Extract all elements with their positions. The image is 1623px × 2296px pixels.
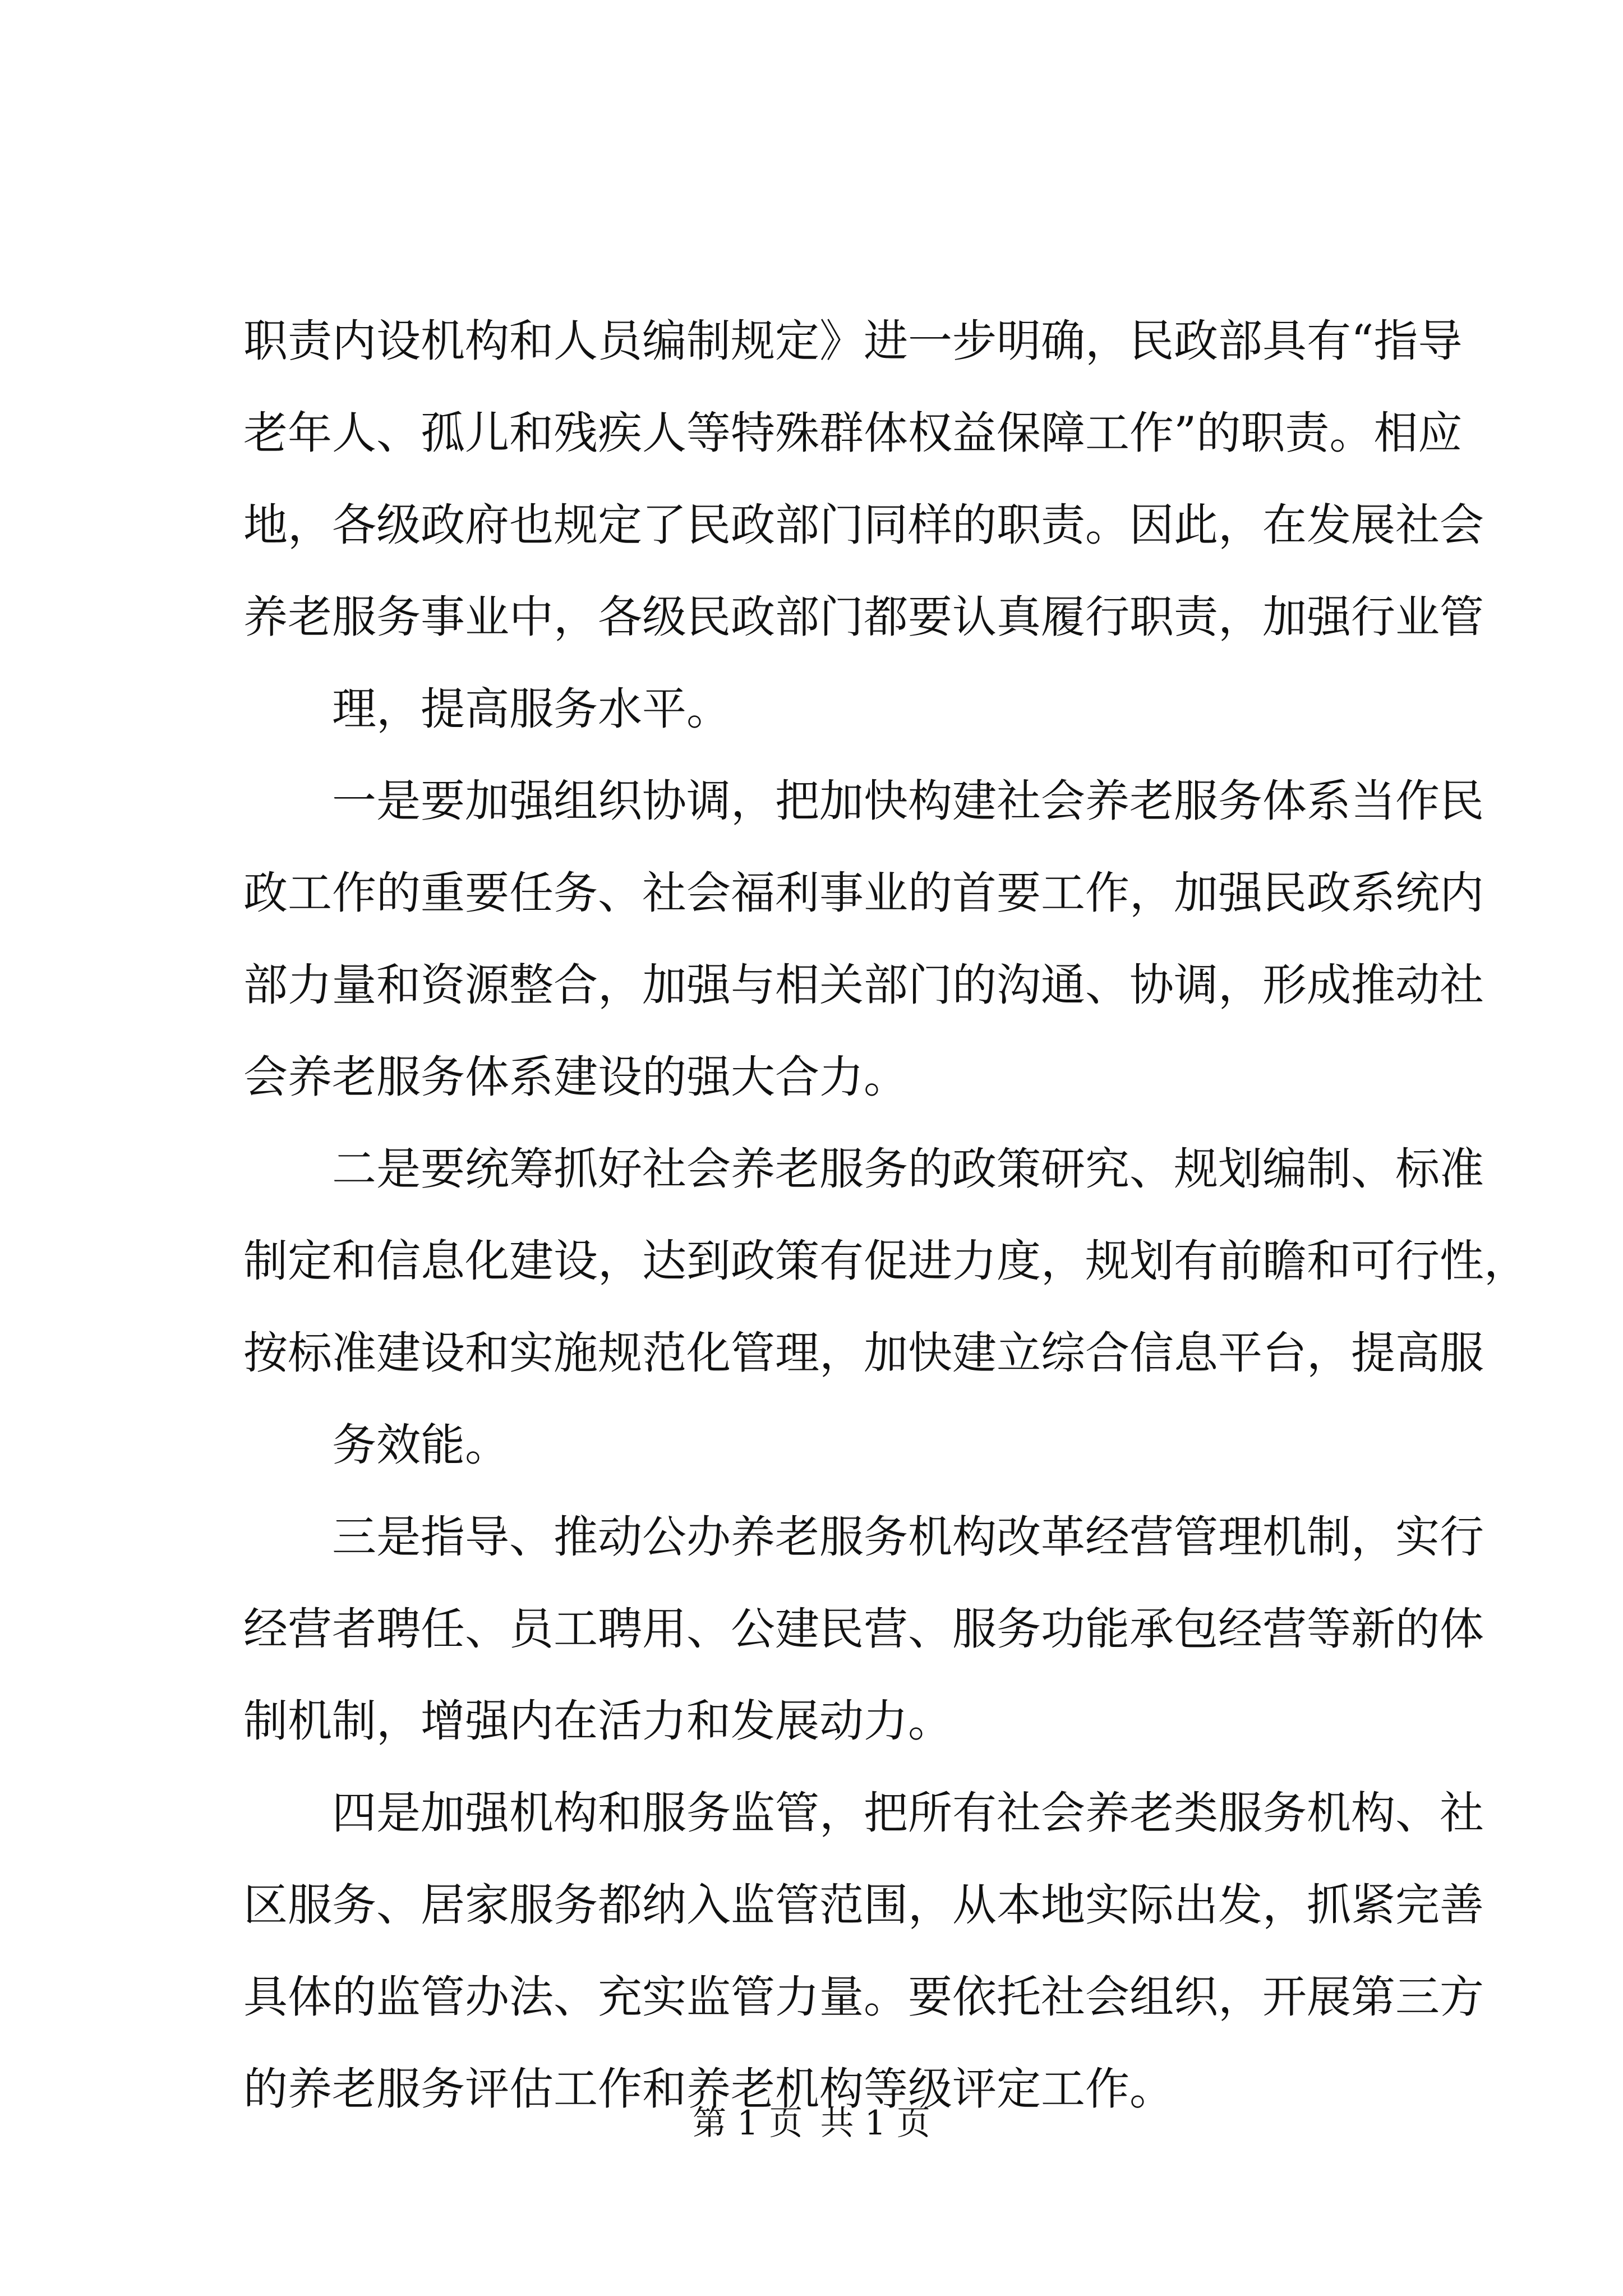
document-body <box>243 295 1528 2135</box>
text-line: 务效能。 <box>332 1419 509 1471</box>
text-line: 四是加强机构和服务监管，把所有社会养老类服务机构、社 <box>332 1787 1484 1839</box>
text-line: 老年人、孤儿和残疾人等特殊群体权益保障工作”的职责。相应 <box>243 407 1463 459</box>
page-total: 共 1 页 <box>820 2104 930 2143</box>
page-footer <box>0 2101 1623 2146</box>
text-line: 地，各级政府也规定了民政部门同样的职责。因此，在发展社会 <box>243 499 1484 551</box>
text-line: 会养老服务体系建设的强大合力。 <box>243 1051 908 1103</box>
text-line: 三是指导、推动公办养老服务机构改革经营管理机制，实行 <box>332 1511 1484 1563</box>
text-line: 具体的监管办法、充实监管力量。要依托社会组织，开展第三方 <box>243 1971 1484 2023</box>
text-line: 经营者聘任、员工聘用、公建民营、服务功能承包经营等新的体 <box>243 1603 1484 1655</box>
text-line: 制定和信息化建设，达到政策有促进力度，规划有前瞻和可行性， <box>243 1235 1528 1287</box>
text-line: 区服务、居家服务都纳入监管范围，从本地实际出发，抓紧完善 <box>243 1879 1484 1931</box>
text-line: 养老服务事业中，各级民政部门都要认真履行职责，加强行业管 <box>243 591 1484 643</box>
page-number: 第 1 页 <box>693 2104 803 2143</box>
text-line: 的养老服务评估工作和养老机构等级评定工作。 <box>243 2063 1174 2115</box>
text-line: 一是要加强组织协调，把加快构建社会养老服务体系当作民 <box>332 775 1484 827</box>
text-line: 制机制，增强内在活力和发展动力。 <box>243 1695 952 1747</box>
text-line: 理，提高服务水平。 <box>332 683 731 735</box>
text-line: 职责内设机构和人员编制规定》进一步明确，民政部具有“指导 <box>243 315 1463 367</box>
text-line: 政工作的重要任务、社会福利事业的首要工作，加强民政系统内 <box>243 867 1484 919</box>
text-line: 部力量和资源整合，加强与相关部门的沟通、协调，形成推动社 <box>243 959 1484 1011</box>
text-line: 按标准建设和实施规范化管理，加快建立综合信息平台，提高服 <box>243 1327 1484 1379</box>
text-line: 二是要统筹抓好社会养老服务的政策研究、规划编制、标准 <box>332 1143 1484 1195</box>
